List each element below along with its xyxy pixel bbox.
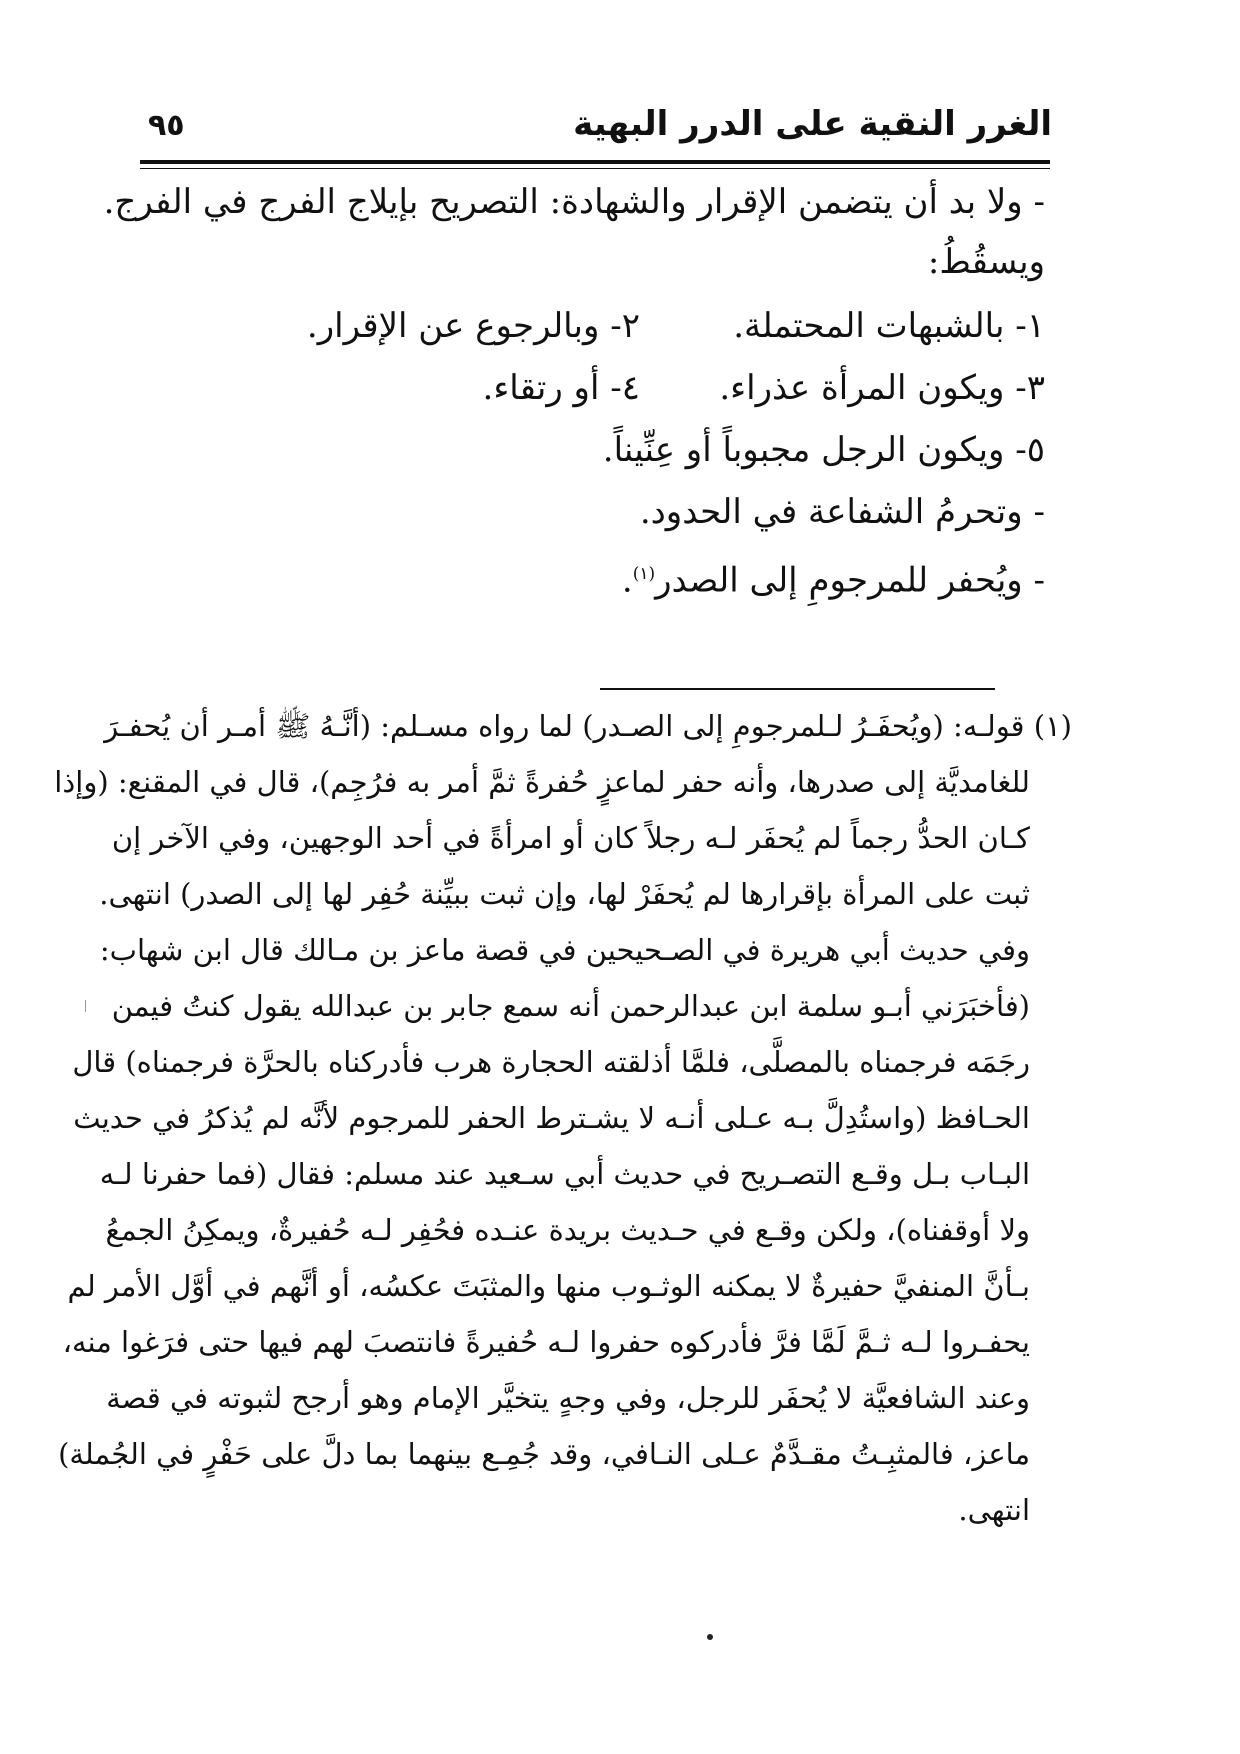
header-rule-thin [140,168,1050,169]
body-line-1: - ولا بد أن يتضمن الإقرار والشهادة: التصريح بإيلاج الفرج في الفرج. [103,182,1045,222]
footnote-line: ثبت على المرأة بإقرارها لم يُحفَرْ لها، وإن ثبت ببيِّنة حُفِر لها إلى الصدر) انتهى. [99,877,1030,911]
body-line-2: ويسقُطُ: [927,242,1045,282]
list-item-2: ٢- وبالرجوع عن الإقرار. [306,306,640,346]
body-line-3: - وتحرمُ الشفاعة في الحدود. [639,492,1045,532]
footnote-line: ماعز، فالمثبِـتُ مقـدَّمٌ عـلى النـافي، وقد جُمِـع بينهما بما دلَّ على حَفْرٍ في الجُملة) [58,1437,1030,1471]
footnote-line: وفي حديث أبي هريرة في الصـحيحين في قصة ماعز بن مـالك قال ابن شهاب: [99,933,1030,967]
list-item-3: ٣- ويكون المرأة عذراء. [719,368,1045,408]
running-title: الغرر النقية على الدرر البهية [573,104,1052,144]
footnote-line: رجَمَه فرجمناه بالمصلَّى، فلمَّا أذلقته الحجارة هرب فأدركناه بالحرَّة فرجمناه) قال [72,1045,1030,1079]
page-dot-mark [707,1634,713,1640]
footnote-separator [600,688,995,690]
footnote-line: الحـافظ (واستُدِلَّ بـه عـلى أنـه لا يشـترط الحفر للمرجوم لأنَّه لم يُذكرُ في حديث [73,1101,1030,1135]
body-line-4-end: . [621,560,633,601]
page-number: ٩٥ [148,108,185,143]
body-line-4 [622,552,1045,602]
footnote-line: (فأخبَرَني أبـو سلمة ابن عبدالرحمن أنه سمع جابر بن عبدالله يقول كنتُ فيمن [111,989,1030,1023]
footnote-line: بـأنَّ المنفيَّ حفيرةٌ لا يمكنه الوثـوب منها والمثبَتَ عكسُه، أو أنَّهم في أوَّل الأمر لم [67,1269,1030,1303]
footnote-line: (١) قولـه: (ويُحفَـرُ لـلمرجومِ إلى الصـدر) لما رواه مسـلم: (أنَّـهُ ﷺ أمـر أن يُحفـرَ [104,709,1072,743]
list-item-5: ٥- ويكون الرجل مجبوباً أو عِنِّيناً. [602,430,1045,470]
list-item-4: ٤- أو رتقاء. [482,368,640,408]
footnote-line: ولا أوقفناه)، ولكن وقـع في حـديث بريدة عنـده فحُفِر لـه حُفيرةٌ، ويمكِنُ الجمعُ [105,1213,1030,1247]
footnote-line: انتهى. [958,1493,1030,1527]
footnote-line: البـاب بـل وقـع التصـريح في حديث أبي سـعيد عند مسلم: فقال (فما حفرنا لـه [99,1157,1030,1191]
footnote-line: وعند الشافعيَّة لا يُحفَر للرجل، وفي وجهٍ يتخيَّر الإمام وهو أرجح لثبوته في قصة [106,1381,1030,1415]
footnote-ref: (١) [632,564,656,584]
footnote-line: للغامديَّة إلى صدرها، وأنه حفر لماعزٍ حُفرةً ثمَّ أمر به فرُجِم)، قال في المقنع: (وإذا [54,765,1030,799]
body-line-4-text: - ويُحفر للمرجومِ إلى الصدر [655,560,1045,601]
footnote-line: كـان الحدُّ رجماً لم يُحفَر لـه رجلاً كان أو امرأةً في أحد الوجهين، وفي الآخر إن [111,821,1030,855]
list-item-1: ١- بالشبهات المحتملة. [733,306,1045,346]
scan-edge-mark [85,1000,86,1012]
header-rule [140,160,1050,164]
footnote-line: يحفـروا لـه ثـمَّ لَمَّا فرَّ فأدركوه حفروا لـه حُفيرةً فانتصبَ لهم فيها حتى فرَغوا منه، [62,1325,1030,1359]
